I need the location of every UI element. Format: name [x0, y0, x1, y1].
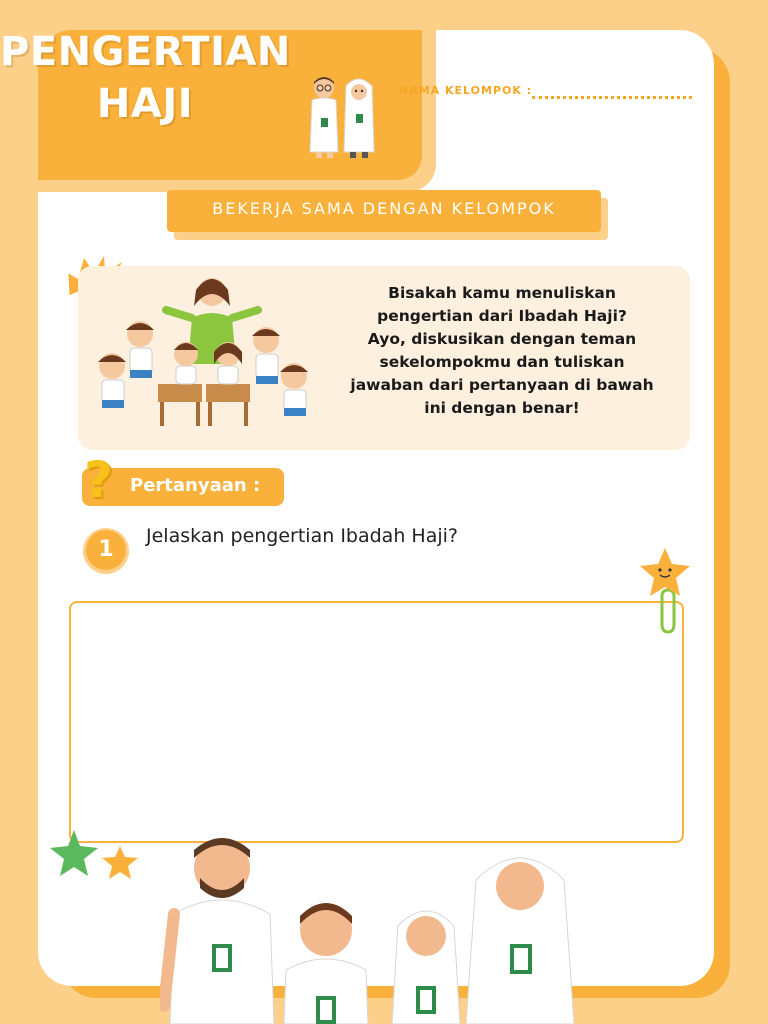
question-number: 1 [86, 530, 126, 570]
intro-line: jawaban dari pertanyaan di bawah [350, 376, 654, 394]
questions-label: Pertanyaan : [130, 475, 261, 496]
intro-line: pengertian dari Ibadah Haji? [377, 307, 627, 325]
intro-line: Ayo, diskusikan dengan teman [367, 330, 637, 348]
intro-line: ini dengan benar! [424, 399, 580, 417]
title-line-2: HAJI [96, 81, 194, 127]
intro-line: Bisakah kamu menuliskan [388, 284, 616, 302]
title-line-1: PENGERTIAN [0, 29, 291, 75]
stars-decoration-icon [48, 826, 144, 892]
answer-input[interactable] [77, 609, 676, 835]
answer-box [69, 601, 684, 843]
intro-line: sekelompokmu dan tuliskan [379, 353, 625, 371]
section-banner: BEKERJA SAMA DENGAN KELOMPOK [167, 190, 601, 232]
question-mark-icon: ? [84, 451, 114, 509]
group-name-field[interactable] [532, 96, 692, 99]
question-text: Jelaskan pengertian Ibadah Haji? [146, 525, 458, 547]
page-title [0, 26, 290, 130]
classroom-kids-illustration [86, 272, 330, 436]
group-name-label: NAMA KELOMPOK : [399, 84, 533, 97]
pilgrim-family-illustration [160, 836, 580, 1024]
intro-instructions [338, 282, 666, 420]
kids-ihram-illustration [302, 74, 386, 160]
star-paperclip-icon [634, 546, 696, 636]
